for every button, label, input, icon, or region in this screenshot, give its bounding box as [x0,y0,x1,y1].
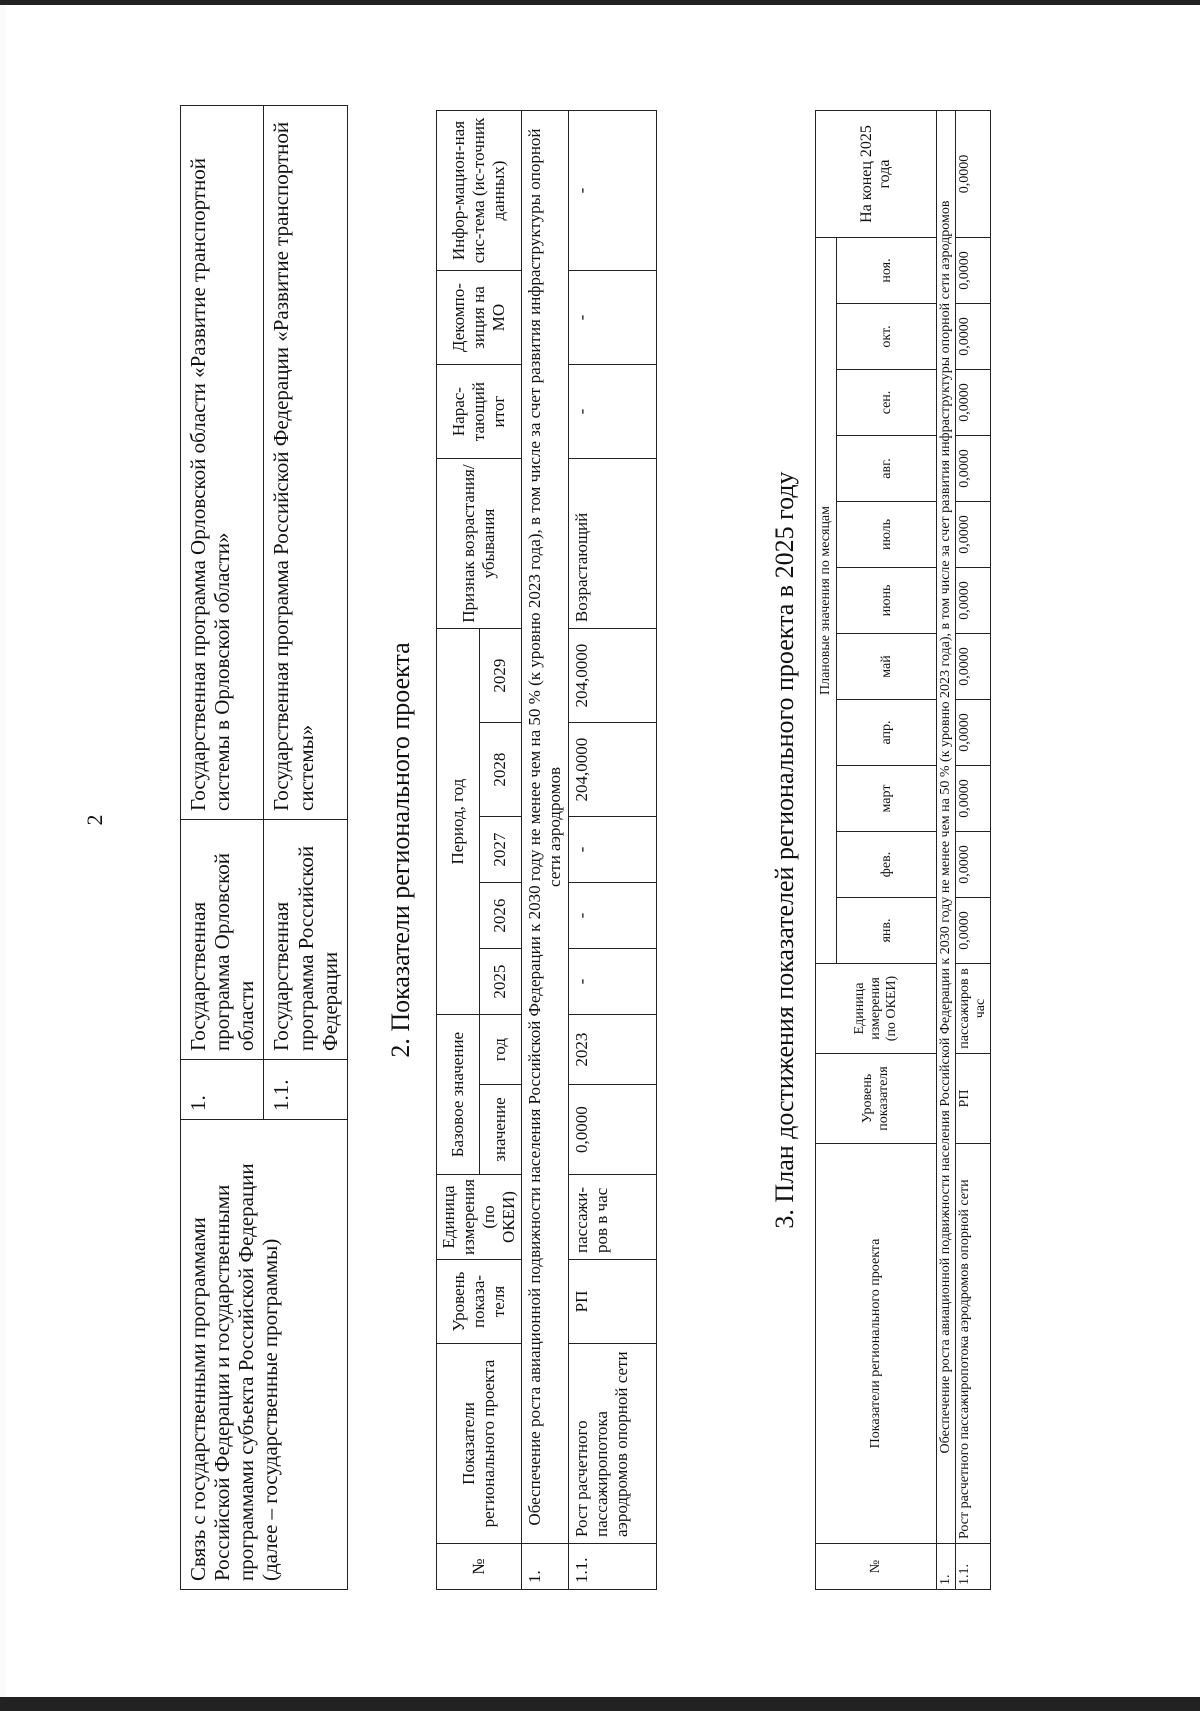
col-month: окт. [837,304,937,370]
program-num: 1.1. [264,1060,347,1120]
col-period: Период, год [437,629,480,1015]
row-info-system: - [569,111,657,271]
page-number: 2 [82,814,107,826]
row-year-value: - [569,949,657,1015]
row-level: РП [569,1260,657,1344]
table-row [956,111,991,1590]
col-month: май [837,634,937,700]
col-year: 2027 [479,817,522,883]
col-level: Уровень показателя [816,1054,937,1144]
program-short: Государственная программа Российской Федерации [264,820,347,1060]
col-cumulative: Нарас-тающий итог [437,365,522,459]
section3-title: 3. План достижения показателей регионального проекта в 2025 году [770,471,799,1229]
col-base: Базовое значение [437,1015,480,1175]
group-row [522,111,569,1590]
row-cumulative: - [569,365,657,459]
col-sign: Признак возрастания/ убывания [437,459,522,629]
row-month-value: 0,0000 [956,436,991,502]
row-unit: пассажи-ров в час [569,1175,657,1260]
row-level: РП [956,1054,991,1144]
group-row [937,111,956,1590]
col-month: фев. [837,832,937,898]
col-month: июнь [837,568,937,634]
page-edge [0,0,5,1711]
row-month-value: 0,0000 [956,304,991,370]
row-month-value: 0,0000 [956,766,991,832]
col-level: Уровень показа-теля [437,1260,522,1344]
col-month: сен. [837,370,937,436]
row-sign: Возрастающий [569,459,657,629]
col-indicator: Показатели регионального проекта [437,1344,522,1544]
row-month-value: 0,0000 [956,634,991,700]
col-month: июль [837,502,937,568]
row-month-value: 0,0000 [956,832,991,898]
row-month-value: 0,0000 [956,370,991,436]
table-row [181,106,264,1590]
programs-link-label: Связь с государственными программами Российской Федерации и государственными программами субъекта Российской Федерации (далее – государственные программы) [181,1120,348,1590]
row-unit: пассажиров в час [956,964,991,1054]
row-base-year: 2023 [569,1015,657,1085]
group-num: 1. [522,1544,569,1590]
program-num: 1. [181,1060,264,1120]
group-num: 1. [937,1544,956,1590]
col-month: март [837,766,937,832]
col-base-value: значение [479,1085,522,1175]
col-month: апр. [837,700,937,766]
col-num: № [816,1544,937,1590]
row-decomposition: - [569,271,657,365]
col-year: 2025 [479,949,522,1015]
row-year-value: - [569,817,657,883]
row-num: 1.1. [569,1544,657,1590]
col-unit: Единица измерения (по ОКЕИ) [437,1175,522,1260]
group-text: Обеспечение роста авиационной подвижности населения Российской Федерации к 2030 году не менее чем на 50 % (к уровню 2023 года), в том числе за счет развития инфраструктуры опорной сети аэродромов [522,111,569,1544]
col-unit: Единица измерения (по ОКЕИ) [816,964,937,1054]
col-year: 2026 [479,883,522,949]
scan-border-bottom [0,1697,1200,1711]
table-row [569,111,657,1590]
col-base-year: год [479,1015,522,1085]
row-end-value: 0,0000 [956,111,991,238]
col-info-system: Инфор-мацион-ная сис-тема (ис-точник данных) [437,111,522,271]
row-year-value: - [569,883,657,949]
col-month: янв. [837,898,937,964]
row-indicator: Рост расчетного пассажиропотока аэродромов опорной сети [569,1344,657,1544]
row-month-value: 0,0000 [956,238,991,304]
program-full: Государственная программа Орловской области «Развитие транспортной системы в Орловской области» [181,106,264,820]
col-month: авг. [837,436,937,502]
col-indicator: Показатели регионального проекта [816,1144,937,1544]
col-month: ноя. [837,238,937,304]
program-full: Государственная программа Российской Федерации «Развитие транспортной системы» [264,106,347,820]
program-short: Государственная программа Орловской области [181,820,264,1060]
col-num: № [437,1544,522,1590]
col-year: 2029 [479,629,522,723]
col-monthly: Плановые значения по месяцам [816,238,837,964]
indicators-table [436,110,657,1590]
row-year-value: 204,0000 [569,629,657,723]
row-indicator: Рост расчетного пассажиропотока аэродромов опорной сети [956,1144,991,1544]
programs-link-table [180,105,348,1590]
row-month-value: 0,0000 [956,568,991,634]
header-row [437,111,480,1590]
monthly-plan-table [815,110,991,1590]
col-year: 2028 [479,723,522,817]
section2-title: 2. Показатели регионального проекта [386,642,415,1058]
col-decomposition: Декомпо-зиция на МО [437,271,522,365]
col-end: На конец 2025 года [816,111,937,238]
group-text: Обеспечение роста авиационной подвижности населения Российской Федерации к 2030 году не менее чем на 50 % (к уровню 2023 года), в том числе за счет развития инфраструктуры опорной сети аэродромов [937,111,956,1544]
row-month-value: 0,0000 [956,700,991,766]
row-num: 1.1. [956,1544,991,1590]
row-month-value: 0,0000 [956,502,991,568]
row-year-value: 204,0000 [569,723,657,817]
scan-border-top [0,0,1200,5]
rotated-document [82,70,1200,1630]
row-base-value: 0,0000 [569,1085,657,1175]
row-month-value: 0,0000 [956,898,991,964]
header-row [816,111,837,1590]
